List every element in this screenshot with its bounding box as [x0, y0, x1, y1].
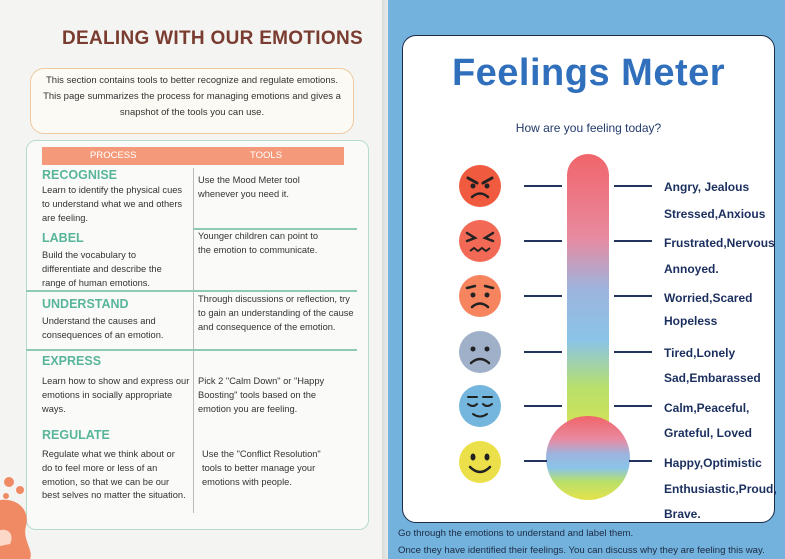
thermometer-tube	[567, 154, 609, 454]
emotion-label: Calm,Peaceful,	[664, 401, 750, 415]
emotion-label: Enthusiastic,Proud,	[664, 482, 777, 496]
worried-face-icon	[455, 274, 505, 318]
phase-recognise: RECOGNISE	[42, 168, 118, 182]
row-divider	[26, 349, 357, 351]
phase-label: LABEL	[42, 231, 84, 245]
process-header: PROCESS	[90, 150, 137, 161]
question-text: How are you feeling today?	[515, 121, 662, 135]
emotion-label: Tired,Lonely	[664, 346, 736, 360]
table-header	[42, 147, 344, 165]
emotion-label: Stressed,Anxious	[664, 207, 766, 221]
emotion-label: Annoyed.	[664, 262, 719, 276]
footer-line-2: Once they have identified their feelings. You can discuss why they are feeling this way.	[398, 545, 765, 556]
emotion-label: Hopeless	[664, 314, 718, 328]
process-express: Learn how to show and express our emotions in socially appropriate ways.	[42, 376, 190, 414]
tool-label: Younger children can point to the emotion to communicate.	[198, 231, 319, 255]
page-title: DEALING WITH OUR EMOTIONS	[62, 28, 363, 49]
happy-face-icon	[455, 440, 505, 484]
process-label: Build the vocabulary to differentiate and describe the range of human emotions.	[42, 250, 162, 288]
thermometer-bulb	[546, 416, 630, 500]
decorative-blob	[0, 470, 40, 559]
process-recognise: Learn to identify the physical cues to understand what we and others are feeling.	[42, 185, 183, 223]
emotion-label: Sad,Embarassed	[664, 371, 761, 385]
emotion-label: Angry, Jealous	[664, 180, 750, 194]
emotion-label: Brave.	[664, 507, 701, 521]
tool-regulate: Use the "Conflict Resolution" tools to better manage your emotions with people.	[202, 449, 321, 487]
emotion-label: Happy,Optimistic	[664, 456, 762, 470]
footer-line-1: Go through the emotions to understand and label them.	[398, 528, 634, 539]
feelings-meter-title: Feelings Meter	[451, 52, 726, 94]
process-understand: Understand the causes and consequences of an emotion.	[42, 316, 164, 340]
emotion-label: Frustrated,Nervous	[664, 236, 775, 250]
phase-regulate: REGULATE	[42, 428, 110, 442]
process-regulate: Regulate what we think about or do to feel more or less of an emotion, so that we can be our best selves no matter the situation.	[42, 449, 186, 501]
phase-understand: UNDERSTAND	[42, 297, 129, 311]
tool-understand: Through discussions or reflection, try to gain an understanding of the cause and consequence of the emotion.	[198, 294, 354, 332]
phase-express: EXPRESS	[42, 354, 102, 368]
calm-face-icon	[455, 384, 505, 428]
intro-box: This section contains tools to better recognize and regulate emotions. This page summarizes the process for managing emotions and gives a snapshot of the tools you can use.	[30, 68, 354, 134]
emotion-label: Worried,Scared	[664, 291, 753, 305]
sad-face-icon	[455, 330, 505, 374]
tools-header: TOOLS	[250, 150, 283, 161]
tool-recognise: Use the Mood Meter tool whenever you need it.	[198, 175, 300, 199]
tool-express: Pick 2 "Calm Down" or "Happy Boosting" tools based on the emotion you are feeling.	[198, 376, 325, 414]
column-divider	[193, 168, 194, 513]
frustrated-face-icon	[455, 219, 505, 263]
emotion-label: Grateful, Loved	[664, 426, 753, 440]
angry-face-icon	[455, 164, 505, 208]
